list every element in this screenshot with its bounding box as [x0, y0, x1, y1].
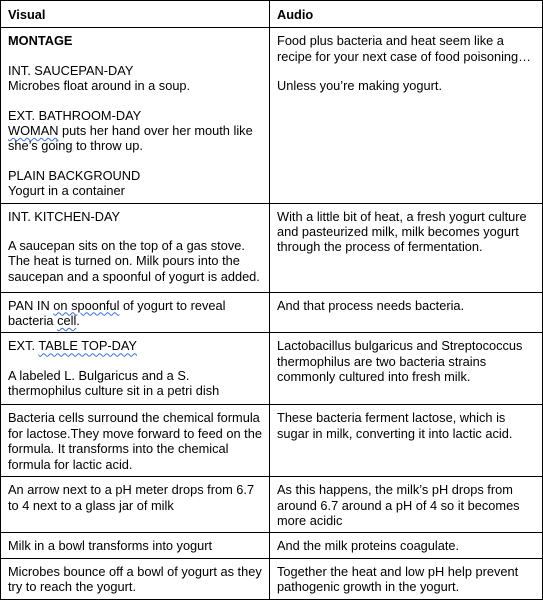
scene-text: PAN IN on spoonful of yogurt to reveal bacteria cell.: [8, 297, 230, 329]
audio-text: As this happens, the milk’s pH drops from around 6.7 around a pH of 4 so it becomes more acidic: [277, 482, 524, 528]
visual-cell: [1, 333, 270, 405]
audio-text: These bacteria ferment lactose, which is sugar in milk, converting it into lactic acid.: [277, 410, 513, 441]
table-row: [1, 405, 543, 477]
scene-heading: EXT. BATHROOM-DAY: [8, 107, 142, 123]
audio-cell: [270, 558, 543, 599]
scene-heading: EXT. TABLE TOP-DAY: [8, 338, 137, 354]
visual-cell: [1, 558, 270, 599]
scene-text: Microbes bounce off a bowl of yogurt as they try to reach the yogurt.: [8, 563, 266, 595]
scene-heading: INT. KITCHEN-DAY: [8, 208, 121, 224]
audio-text: And the milk proteins coagulate.: [277, 538, 460, 554]
header-row: [1, 1, 543, 28]
visual-cell: [1, 292, 270, 333]
table-row: [1, 333, 543, 405]
scene-text: A saucepan sits on the top of a gas stove. The heat is turned on. Milk pours into the saucepan and a spoonful of yogurt is added.: [8, 238, 260, 284]
visual-cell: [1, 477, 270, 533]
audio-text: Lactobacillus bulgaricus and Streptococcus thermophilus are two bacteria strains commonly cultured into fresh milk.: [277, 338, 526, 385]
scene-text: Milk in a bowl transforms into yogurt: [8, 538, 213, 554]
scene-heading: INT. SAUCEPAN-DAY: [8, 62, 134, 78]
visual-cell: [1, 28, 270, 203]
scene-text: Microbes float around in a soup.: [8, 78, 191, 94]
audio-text: And that process needs bacteria.: [277, 297, 465, 313]
scene-title: MONTAGE: [8, 33, 73, 49]
scene-heading: PLAIN BACKGROUND: [8, 167, 141, 183]
audio-text: Food plus bacteria and heat seem like a recipe for your next case of food poisoning…: [277, 33, 531, 64]
header-visual: Visual: [1, 1, 270, 28]
audio-cell: [270, 533, 543, 558]
header-audio: Audio: [270, 1, 543, 28]
scene-text: Yogurt in a container: [8, 183, 125, 199]
visual-cell: [1, 405, 270, 477]
audio-cell: [270, 405, 543, 477]
scene-text: A labeled L. Bulgaricus and a S. thermophilus culture sit in a petri dish: [8, 367, 220, 399]
scene-text: Bacteria cells surround the chemical formula for lactose.They move forward to feed on the formula. It transforms into the chemical formula for lactic acid.: [8, 410, 266, 472]
table-row: [1, 558, 543, 599]
audio-text: Unless you’re making yogurt.: [277, 78, 443, 94]
scene-text: An arrow next to a pH meter drops from 6.7 to 4 next to a glass jar of milk: [8, 482, 258, 513]
table-row: [1, 292, 543, 333]
table-row: [1, 203, 543, 292]
audio-cell: [270, 333, 543, 405]
audio-cell: [270, 477, 543, 533]
table-row: [1, 28, 543, 203]
audio-cell: [270, 292, 543, 333]
visual-cell: [1, 203, 270, 292]
audio-text: With a little bit of heat, a fresh yogurt culture and pasteurized milk, milk becomes yogurt through the process of fermentation.: [277, 208, 531, 255]
audio-text: Together the heat and low pH help prevent pathogenic growth in the yogurt.: [277, 563, 522, 595]
audio-cell: [270, 28, 543, 203]
character-name: WOMAN: [8, 123, 59, 139]
table-row: [1, 533, 543, 558]
table-row: [1, 477, 543, 533]
action-text: puts her hand over her mouth like she’s going to throw up.: [8, 123, 257, 154]
audio-cell: [270, 203, 543, 292]
visual-cell: [1, 533, 270, 558]
scene-text: [8, 123, 262, 154]
